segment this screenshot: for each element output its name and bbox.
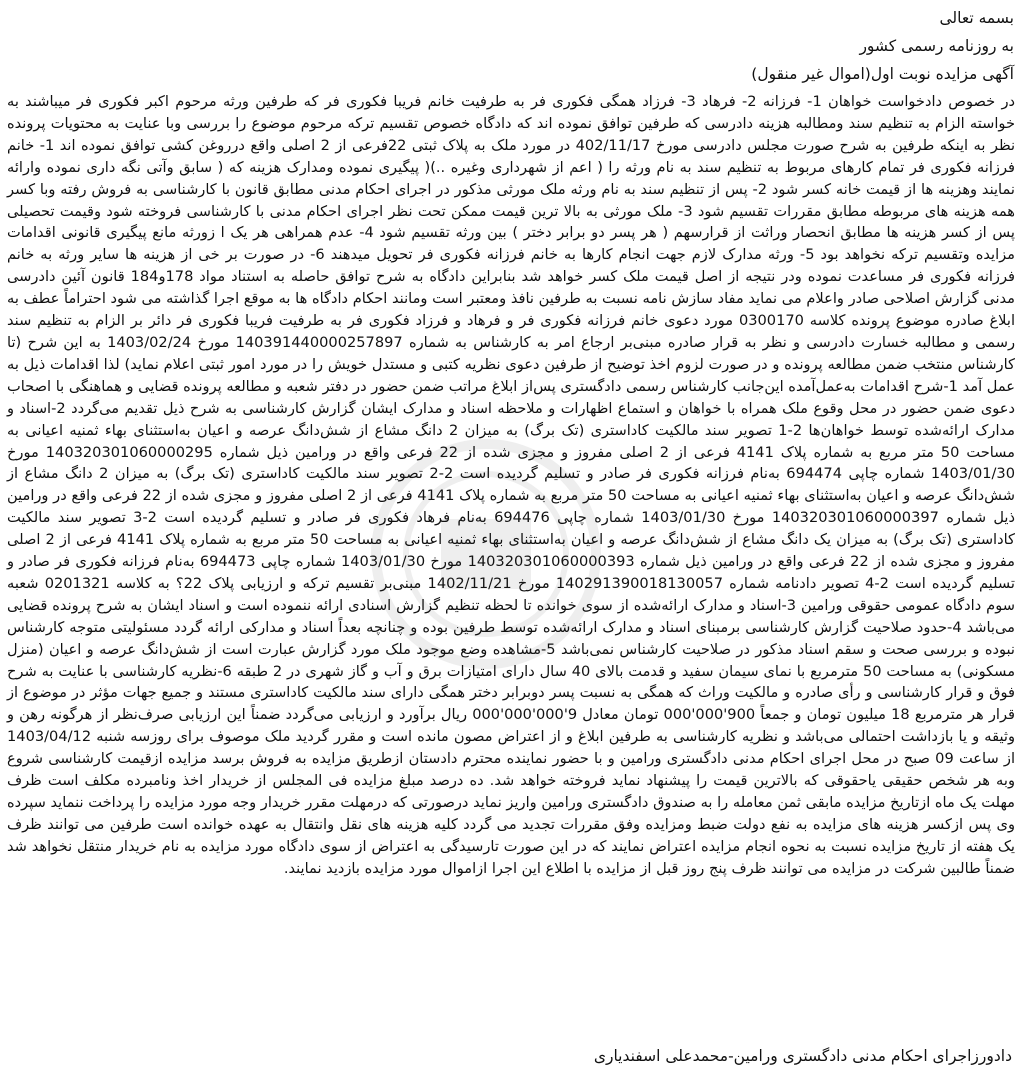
- signature-line: دادورزاجرای احکام مدنی دادگستری ورامین-محمدعلی اسفندیاری: [593, 1047, 1012, 1065]
- basmala-heading: بسمه تعالی: [939, 9, 1014, 27]
- notice-document: [6, 4, 1016, 1076]
- newspaper-line: به روزنامه رسمی کشور: [859, 37, 1014, 55]
- notice-title: آگهی مزایده نوبت اول(اموال غیر منقول): [751, 65, 1014, 83]
- notice-body-text: در خصوص دادخواست خواهان 1- فرزانه 2- فرهاد 3- فرزاد همگی فکوری فر به طرفیت خانم فریبا فکوری فر که طرفین ورثه مرحوم اکبر فکوری فر میباشند به خواسته الزام به تنظیم سند ومطالبه هزینه دادرسی که طرفین توافق نموده اند که دادگاه خصوص تقسیم ترکه مرحوم موضوع را بررسی وبا عنایت به محتویات پرونده نظر به اینکه طرفین به شرح صورت مجلس دادرسی مورخ 402/11/17 در مورد ملک به پلاک ثبتی 22فرعی از 2 اصلی واقع درروغن کشی توافق نموده اند 1- خانم فرزانه فکوری فر تمام کارهای مربوط به تنظیم سند به نام ورثه را ( اعم از شهرداری وغیره ..)( پیگیری نموده ومدارک هزینه که ( سابق وآتی نگه داری نموده وارائه نمایند وهزینه ها از قیمت خانه کسر شود 2- پس از تنظیم سند به نام ورثه ملک مورثی مذکور در اجرای احکام مدنی مطابق قانون با کارشناسی به فروش رفته وبا کسر همه هزینه های مربوطه مطابق مقررات تقسیم شود 3- ملک مورثی به بالا ترین قیمت ممکن تحت نظر اجرای احکام مدنی با کارشناسی فروخته شود وقیمت تحصیلی پس از کسر هزینه ها مطابق انحصار وراثت از قرارسهم ( هر پسر دو برابر دختر ) بین ورثه تقسیم شود 4- عدم همراهی هر یک ا زورثه مانع پیگیری قانونی اقدامات مزایده وتقسیم ترکه نخواهد بود 5- ورثه مدارک لازم جهت انجام کارها به خانم فرزانه فکوری فر تحویل میدهند 6- در صورت بر خی از هزینه ها سایر ورثه به خانم فرزانه فکوری فر مساعدت نموده ودر نتیجه از اصل قیمت ملک کسر خواهد شد بنابراین دادگاه به شرح توافق حاصله به استناد مواد 178و184 قانون آئین دادرسی مدنی گزارش اصلاحی صادر واعلام می نماید مفاد سازش نامه نسبت به طرفین نافذ ومعتبر است ومانند احکام دادگاه ها به موقع اجرا گذاشته می شود احتراماً عطف به ابلاغ صادره موضوع پرونده کلاسه 0300170 مورد دعوی خانم فرزانه فکوری فر و فرهاد و فرزاد فکوری فر به طرفیت فریبا فکوری فر دائر بر الزام به تنظیم سند رسمی و مطالبه خسارت دادرسی و نظر به قرار صادره مبنی‌بر ارجاع امر به کارشناس به شماره 140391440000257897 مورخ 1403/02/24 به این شرح (تا کارشناس منتخب ضمن مطالعه پرونده و در صورت لزوم اخذ توضیح از طرفین دعوی نظریه کتبی و مستدل خویش را در مورد امور ثبتی اعلام نماید) لذا اقدامات ذیل به عمل آمد 1-شرح اقدامات به‌عمل‌آمده این‌جانب کارشناس رسمی دادگستری پس‌از ابلاغ مراتب ضمن حضور در دفتر شعبه و مطالعه پرونده قضایی و هماهنگی با اصحاب دعوی ضمن حضور در محل وقوع ملک همراه با خواهان و استماع اظهارات و ملاحظه اسناد و مدارک ایشان گزارش کارشناسی به شرح ذیل تقدیم می‌گردد 2-اسناد و مدارک ارائه‌شده توسط خواهان‌ها 2-1 تصویر سند مالکیت کاداستری (تک برگ) به میزان 2 دانگ مشاع از شش‌دانگ عرصه و اعیان به‌استثنای بهاء ثمنیه اعیانی به مساحت 50 متر مربع به شماره پلاک 4141 فرعی از 2 اصلی مفروز و مجزی شده از 22 فرعی واقع در ورامین ذیل شماره 140320301060000295 مورخ 1403/01/30 شماره چاپی 694474 به‌نام فرزانه فکوری فر صادر و تسلیم گردیده است 2-2 تصویر سند مالکیت کاداستری (تک برگ) به میزان 2 دانگ مشاع از شش‌دانگ عرصه و اعیان به‌استثنای بهاء ثمنیه اعیانی به مساحت 50 متر مربع به شماره پلاک 4141 فرعی از 2 اصلی مفروز و مجزی شده از 22 فرعی واقع در ورامین ذیل شماره 140320301060000397 مورخ 1403/01/30 شماره چاپی 694476 به‌نام فرهاد فکوری فر صادر و تسلیم گردیده است 2-3 تصویر سند مالکیت کاداستری (تک برگ) به میزان یک دانگ مشاع از شش‌دانگ عرصه و اعیان به‌استثنای بهاء ثمنیه اعیانی به مساحت 50 متر مربع به شماره پلاک 4141 فرعی از 2 اصلی مفروز و مجزی شده از 22 فرعی واقع در ورامین ذیل شماره 140320301060000393 مورخ 1403/01/30 شماره چاپی 694473 به‌نام فرزانه فکوری فر صادر و تسلیم گردیده است 2-4 تصویر دادنامه شماره 140291390018130057 مورخ 1402/11/21 مبنی‌بر تقسیم ترکه و ارزیابی پلاک 22؟ به کلاسه 0201321 شعبه سوم دادگاه عمومی حقوقی ورامین 3-اسناد و مدارک ارائه‌شده از سوی خوانده تا لحظه تنظیم گزارش اسنادی ارائه ننموده است و اسناد ایشان به شرح پرونده قضایی می‌باشد 4-حدود صلاحیت گزارش کارشناسی برمبنای اسناد و مدارک ارائه‌شده توسط طرفین بوده و چنانچه بعداً اسناد و مدارکی ارائه گردد مسئولیتی متوجه کارشناس نبوده و بررسی صحت و سقم اسناد مذکور در صلاحیت کارشناس نمی‌باشد 5-مشاهده وضع موجود ملک مورد گزارش عبارت است از شش‌دانگ عرصه و اعیان (منزل مسکونی) به مساحت 50 مترمربع با نمای سیمان سفید و قدمت بالای 40 سال دارای امتیازات برق و آب و گاز شهری در 2 طبقه 6-نظریه کارشناسی با عنایت به شرح فوق و قرار کارشناسی و رأی صادره و مالکیت وراث که همگی به نسبت پسر دوبرابر دختر همگی دارای سند مالکیت کاداستری مستند و جمیع جهات مؤثر در موضوع از قرار هر مترمربع 18 میلیون تومان و جمعاً 900'000'000 تومان معادل 9'000'000'000 ریال برآورد و ارزیابی می‌گردد ضمناً این ارزیابی صرف‌نظر از هرگونه رهن و وثیقه و یا بازداشت احتمالی می‌باشد و نظریه کارشناسی به طرفین ابلاغ و از اعتراض مصون مانده است و مقرر گردید ملک موصوف برای روزسه شنبه 1403/04/12 از ساعت 09 صبح در محل اجرای احکام مدنی دادگستری ورامین و با حضور نماینده محترم دادستان ازطریق مزایده به فروش برسد مزایده ازقیمت کارشناسی شروع وبه هر شخص حقیقی یاحقوقی که بالاترین قیمت را پیشنهاد نماید فروخته خواهد شد. ده درصد مبلغ مزایده فی المجلس از خریدار اخذ ونامبرده مکلف است ظرف مهلت یک ماه ازتاریخ مزایده مابقی ثمن معامله را به صندوق دادگستری ورامین واریز نماید درصورتی که درمهلت مقرر خریدار وجه مورد مزایده را پرداخت ننماید سپرده وی پس ازکسر هزینه های مزایده به نفع دولت ضبط ومزایده وفق مقررات تجدید می گردد کلیه هزینه های نقل وانتقال به عهده خوانده است طرفین می توانند ظرف یک هفته از تاریخ مزایده نسبت به نحوه انجام مزایده اعتراض نمایند که در این صورت تارسیدگی به اعتراض از سوی دادگاه مورد مزایده به نام خریدار منتقل نخواهد شد ضمناً طالبین شرکت در مزایده می توانند ظرف پنج روز قبل از مزایده با اطلاع این اجرا ازاموال مورد مزایده بازدید نمایند.: [7, 93, 1016, 877]
